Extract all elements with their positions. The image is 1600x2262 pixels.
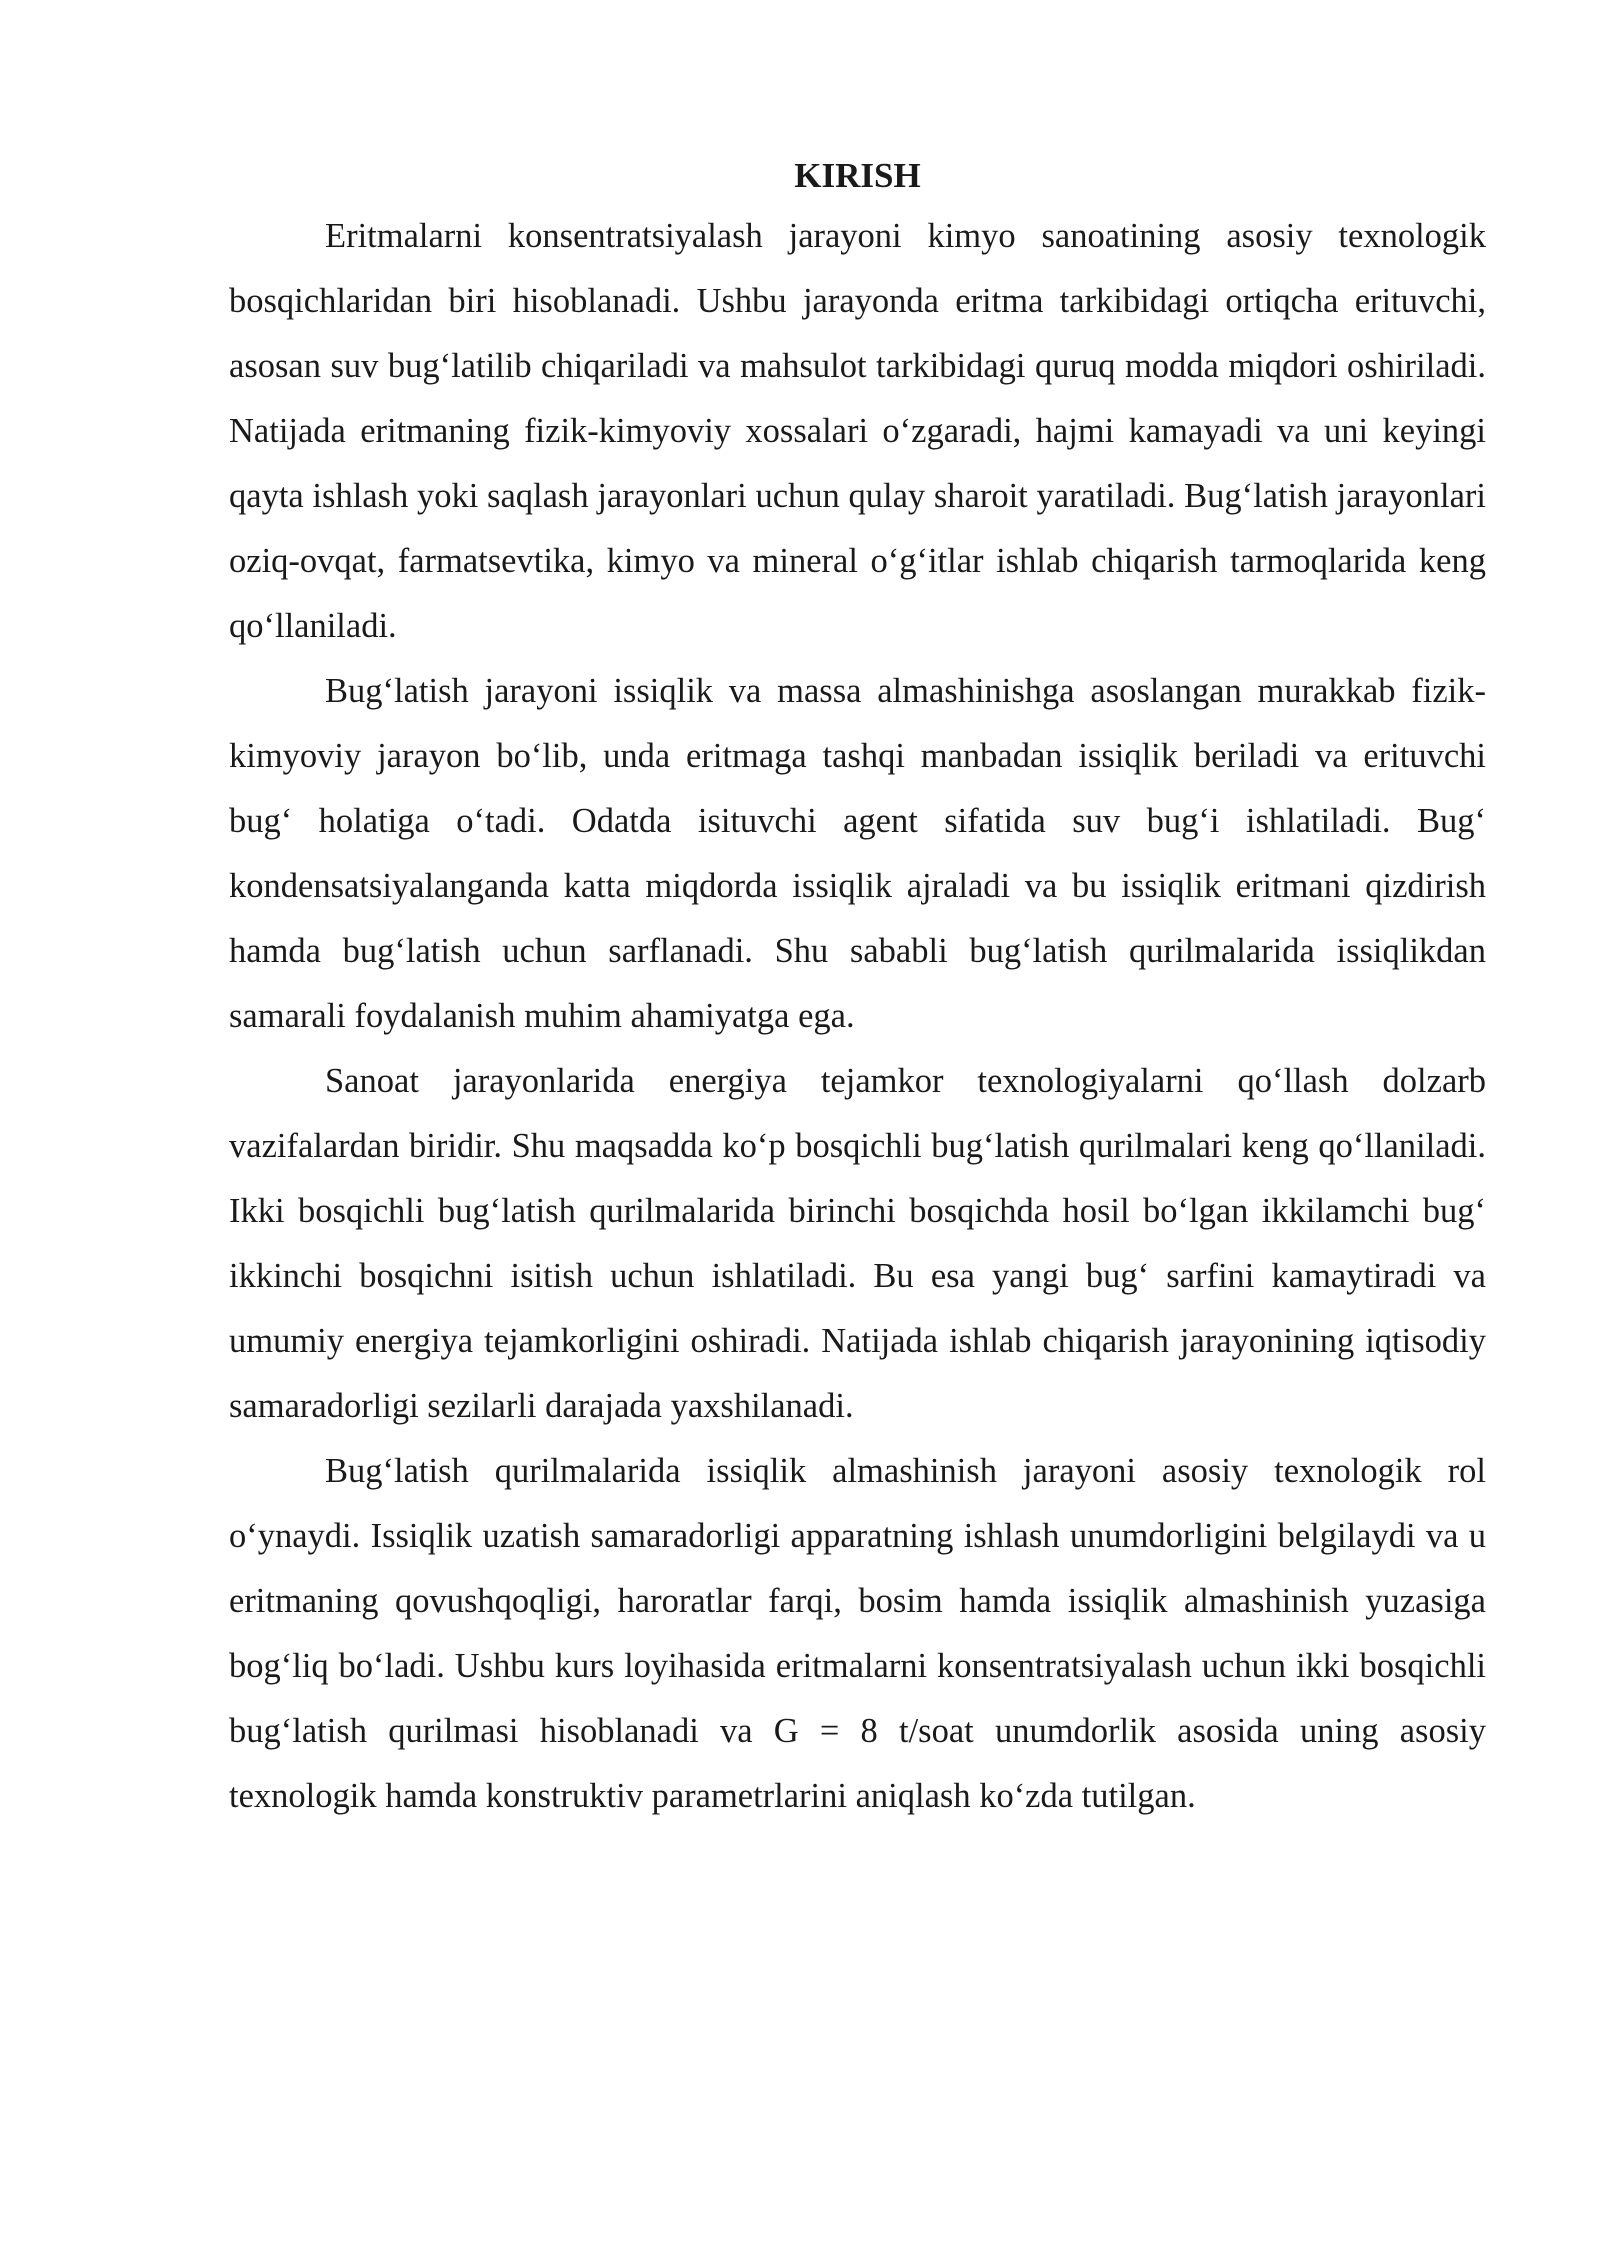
paragraph-4: Bug‘latish qurilmalarida issiqlik almashinish jarayoni asosiy texnologik rol o‘ynaydi. Issiqlik uzatish samaradorligi apparatning ishlash unumdorligini belgilaydi va u eritmaning qovushqoqligi, haroratlar farqi, bosim hamda issiqlik almashinish yuzasiga bog‘liq bo‘ladi. Ushbu kurs loyihasida eritmalarni konsentratsiyalash uchun ikki bosqichli bug‘latish qurilmasi hisoblanadi va G = 8 t/soat unumdorlik asosida uning asosiy texnologik hamda konstruktiv parametrlarini aniqlash ko‘zda tutilgan.	[229, 1452, 1486, 1815]
paragraph-3: Sanoat jarayonlarida energiya tejamkor texnologiyalarni qo‘llash dolzarb vazifalardan biridir. Shu maqsadda ko‘p bosqichli bug‘latish qurilmalari keng qo‘llaniladi. Ikki bosqichli bug‘latish qurilmalarida birinchi bosqichda hosil bo‘lgan ikkilamchi bug‘ ikkinchi bosqichni isitish uchun ishlatiladi. Bu esa yangi bug‘ sarfini kamaytiradi va umumiy energiya tejamkorligini oshiradi. Natijada ishlab chiqarish jarayonining iqtisodiy samaradorligi sezilarli darajada yaxshilanadi.	[229, 1062, 1486, 1425]
document-title: KIRISH	[794, 156, 921, 195]
document-page	[229, 148, 1486, 1829]
paragraph-1: Eritmalarni konsentratsiyalash jarayoni kimyo sanoatining asosiy texnologik bosqichlaridan biri hisoblanadi. Ushbu jarayonda eritma tarkibidagi ortiqcha erituvchi, asosan suv bug‘latilib chiqariladi va mahsulot tarkibidagi quruq modda miqdori oshiriladi. Natijada eritmaning fizik-kimyoviy xossalari o‘zgaradi, hajmi kamayadi va uni keyingi qayta ishlash yoki saqlash jarayonlari uchun qulay sharoit yaratiladi. Bug‘latish jarayonlari oziq-ovqat, farmatsevtika, kimyo va mineral o‘g‘itlar ishlab chiqarish tarmoqlarida keng qo‘llaniladi.	[229, 217, 1486, 645]
paragraph-2: Bug‘latish jarayoni issiqlik va massa almashinishga asoslangan murakkab fizik-kimyoviy jarayon bo‘lib, unda eritmaga tashqi manbadan issiqlik beriladi va erituvchi bug‘ holatiga o‘tadi. Odatda isituvchi agent sifatida suv bug‘i ishlatiladi. Bug‘ kondensatsiyalanganda katta miqdorda issiqlik ajraladi va bu issiqlik eritmani qizdirish hamda bug‘latish uchun sarflanadi. Shu sababli bug‘latish qurilmalarida issiqlikdan samarali foydalanish muhim ahamiyatga ega.	[229, 672, 1486, 1035]
